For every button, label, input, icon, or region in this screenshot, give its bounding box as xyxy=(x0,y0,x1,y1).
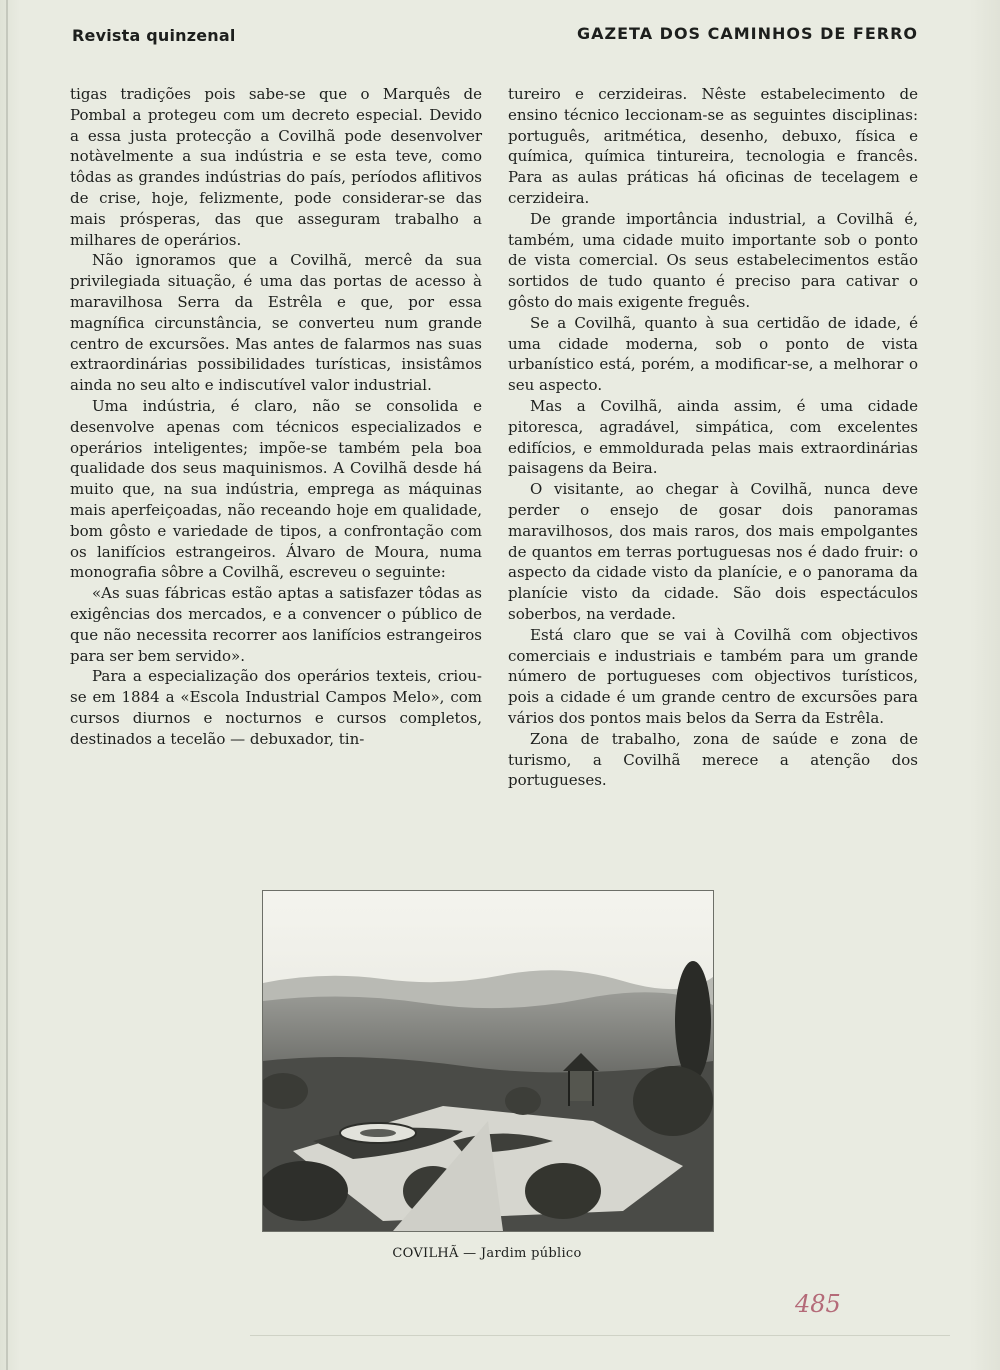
quotation: «As suas fábricas estão aptas a satisfazer tôdas as exigências dos mercados, e a convencer o público de que não necessita recorrer aos lanifícios estrangeiros para ser bem servido». xyxy=(70,584,482,665)
paragraph: Não ignoramos que a Covilhã, mercê da sua privilegiada situação, é uma das portas de acesso à maravilhosa Serra da Estrêla e que, por essa magnífica circunstância, se converteu num grande centro de excursões. Mas antes de falarmos nas suas extraordinárias possibilidades turísticas, insistâmos ainda no seu alto e indiscutível valor industrial. xyxy=(70,251,482,395)
running-header-right: GAZETA DOS CAMINHOS DE FERRO xyxy=(576,24,918,43)
paragraph: Zona de trabalho, zona de saúde e zona de turismo, a Covilhã merece a atenção dos portugueses. xyxy=(508,729,918,790)
binding-edge xyxy=(6,0,8,1370)
figure-caption: COVILHÃ — Jardim público xyxy=(392,1246,582,1261)
garden-photograph xyxy=(262,890,714,1232)
right-column xyxy=(508,84,918,791)
page-number: 485 xyxy=(795,1290,841,1318)
paragraph: Está claro que se vai à Covilhã com objectivos comerciais e industriais e também para um grande número de portugueses com objectivos turísticos, pois a cidade é um grande centro de excursões para vários dos pontos mais belos da Serra da Estrêla. xyxy=(508,625,918,727)
paragraph: Uma indústria, é claro, não se consolida e desenvolve apenas com técnicos especializados e operários inteligentes; impõe-se também pela boa qualidade dos seus maquinismos. A Covilhã desde há muito que, na sua indústria, emprega as máquinas mais aperfeiçoadas, não receando hoje em qualidade, bom gôsto e variedade de tipos, a confrontação com os lanifícios estrangeiros. Álvaro de Moura, numa monografia sôbre a Covilhã, escreveu o seguinte: xyxy=(70,396,482,582)
paragraph: Para a especialização dos operários texteis, criou-se em 1884 a «Escola Industrial Campos Melo», com cursos diurnos e nocturnos e cursos completos, destinados a tecelão — debuxador, tin- xyxy=(70,667,482,748)
paragraph: Se a Covilhã, quanto à sua certidão de idade, é uma cidade moderna, sob o ponto de vista urbanístico está, porém, a modificar-se, a melhorar o seu aspecto. xyxy=(508,313,918,395)
paragraph: De grande importância industrial, a Covilhã é, também, uma cidade muito importante sob o ponto de vista comercial. Os seus estabelecimentos estão sortidos de tudo quanto é preciso para cativar o gôsto do mais exigente freguês. xyxy=(508,209,918,311)
paragraph: O visitante, ao chegar à Covilhã, nunca deve perder o ensejo de gosar dois panoramas maravilhosos, dos mais raros, dos mais empolgantes de quantos em terras portuguesas nos é dado fruir: o aspecto da cidade visto da planície, e o panorama da planície visto da cidade. São dois espectáculos soberbos, na verdade. xyxy=(508,480,918,623)
paragraph: tureiro e cerzideiras. Nêste estabelecimento de ensino técnico leccionam-se as seguintes disciplinas: português, aritmética, desenho, debuxo, física e química, química tintureira, tecnologia e francês. Para as aulas práticas há oficinas de tecelagem e cerzideira. xyxy=(508,85,918,207)
footer-rule xyxy=(250,1335,950,1336)
paragraph: tigas tradições pois sabe-se que o Marquês de Pombal a protegeu com um decreto especial. Devido a essa justa protecção a Covilhã pode desenvolver notàvelmente a sua indústria e se esta teve, como tôdas as grandes indústrias do país, períodos aflitivos de crise, hoje, felizmente, pode considerar-se das mais prósperas, das que asseguram trabalho a milhares de operários. xyxy=(70,85,482,249)
running-header-left: Revista quinzenal xyxy=(72,26,236,45)
paragraph: Mas a Covilhã, ainda assim, é uma cidade pitoresca, agradável, simpática, com excelentes edifícios, e emmoldurada pelas mais extraordinárias paisagens da Beira. xyxy=(508,396,918,478)
left-column xyxy=(70,84,482,750)
